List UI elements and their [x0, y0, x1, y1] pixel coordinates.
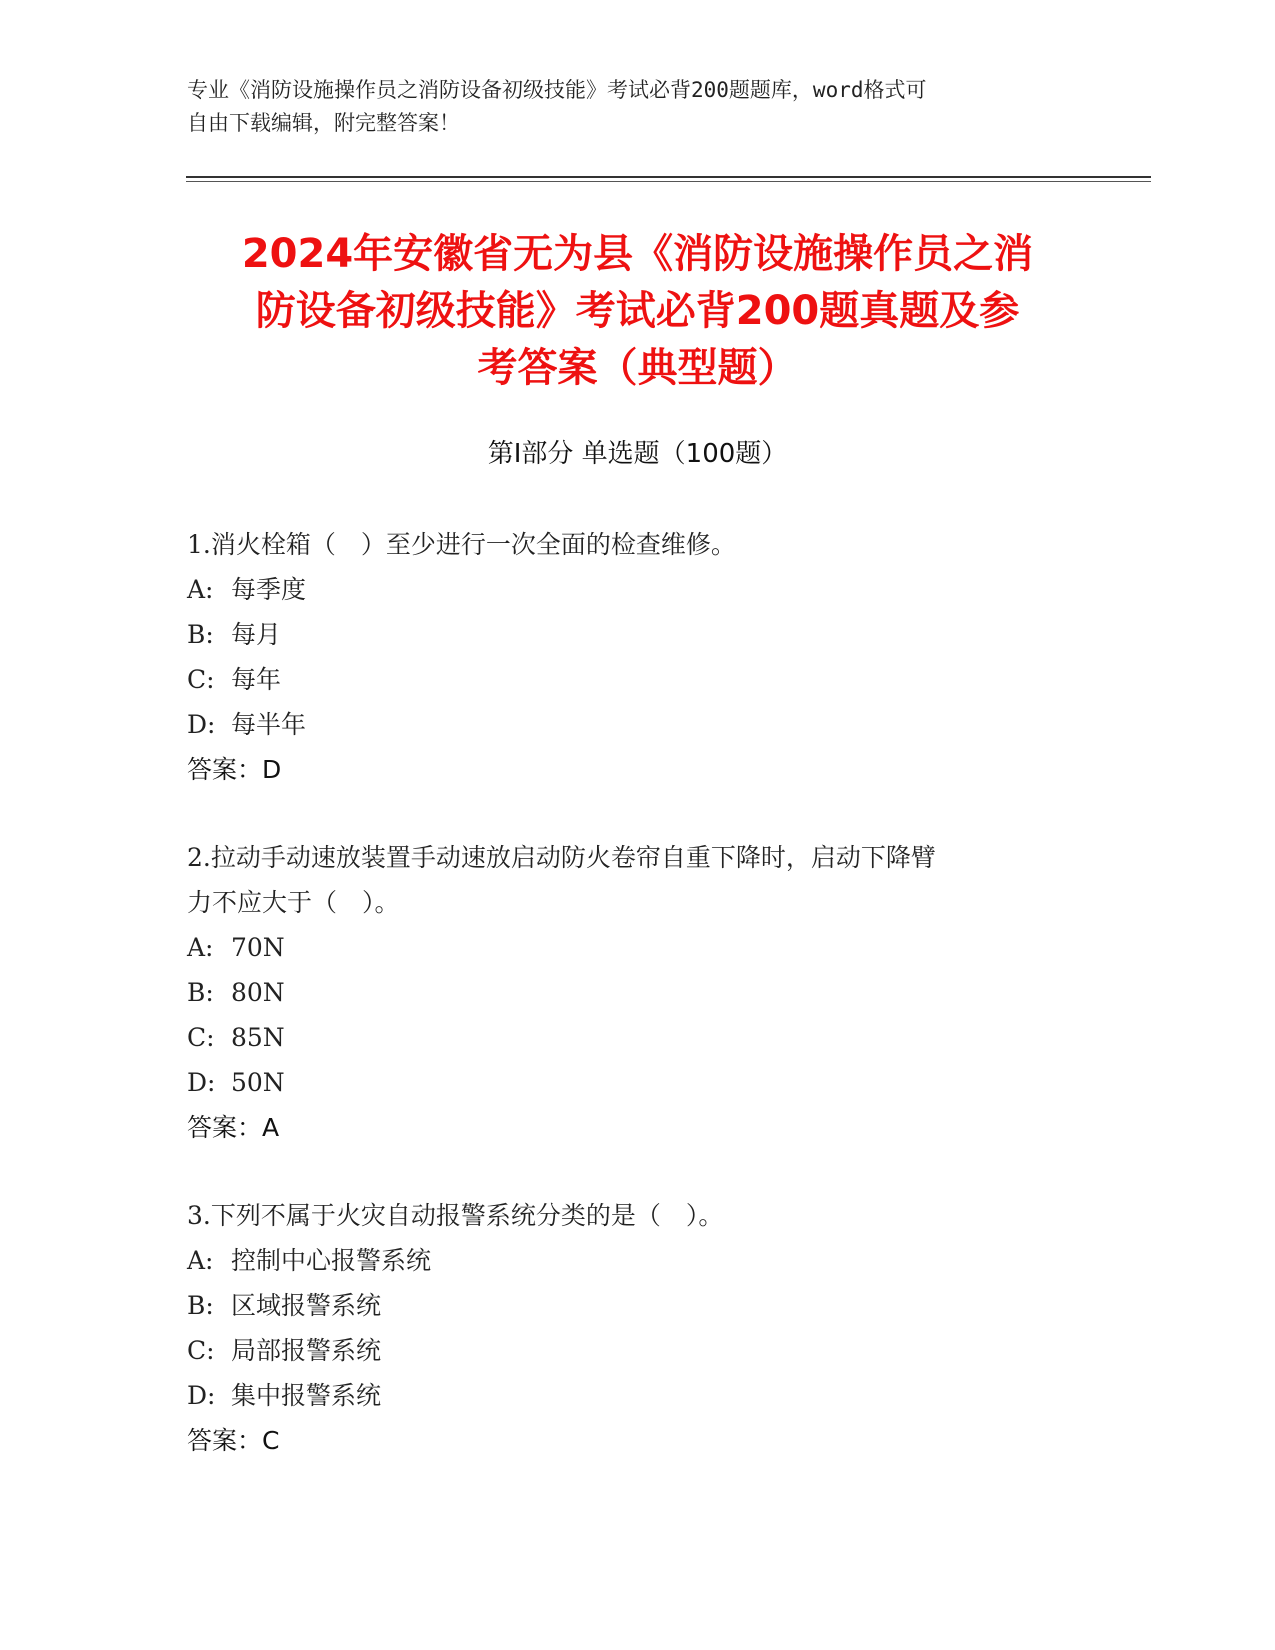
title-line: 2024年安徽省无为县《消防设施操作员之消: [241, 231, 1034, 277]
option-letter: B:: [187, 1291, 214, 1320]
header-note-line: 专业《消防设施操作员之消防设备初级技能》考试必背200题题库，word格式可: [187, 78, 927, 102]
option-text: 局部报警系统: [231, 1336, 382, 1365]
question-stem-line: 3.下列不属于火灾自动报警系统分类的是（ ）。: [187, 1201, 724, 1230]
option-d: [187, 1060, 1087, 1105]
option-text: 每月: [231, 620, 282, 649]
question-item: [187, 1193, 1087, 1463]
option-d: [187, 1373, 1087, 1418]
question-stem: [187, 835, 1087, 925]
header-note: [187, 74, 1067, 140]
option-text: 70N: [231, 933, 285, 962]
option-c: [187, 1015, 1087, 1060]
answer-line: 答案：A: [187, 1113, 280, 1142]
option-letter: A:: [187, 575, 214, 604]
option-letter: D:: [187, 1381, 216, 1410]
option-letter: C:: [187, 665, 215, 694]
option-b: [187, 612, 1087, 657]
option-text: 85N: [231, 1023, 285, 1052]
option-a: [187, 1238, 1087, 1283]
question-item: [187, 835, 1087, 1150]
option-letter: B:: [187, 620, 214, 649]
option-letter: D:: [187, 1068, 216, 1097]
question-item: [187, 522, 1087, 792]
option-letter: C:: [187, 1023, 215, 1052]
question-list: [187, 522, 1087, 1463]
option-text: 区域报警系统: [231, 1291, 382, 1320]
option-c: [187, 1328, 1087, 1373]
question-stem: [187, 522, 1087, 567]
option-letter: C:: [187, 1336, 215, 1365]
option-text: 50N: [231, 1068, 285, 1097]
header-divider-thin: [186, 181, 1151, 182]
question-stem-line: 2.拉动手动速放装置手动速放启动防火卷帘自重下降时，启动下降臂: [187, 843, 936, 872]
header-note-line: 自由下载编辑，附完整答案！: [187, 111, 460, 135]
title-line: 防设备初级技能》考试必背200题真题及参: [255, 288, 1020, 334]
option-letter: A:: [187, 933, 214, 962]
option-a: [187, 925, 1087, 970]
answer-line: 答案：C: [187, 1426, 280, 1455]
option-b: [187, 970, 1087, 1015]
option-text: 每季度: [231, 575, 307, 604]
option-text: 每半年: [231, 710, 307, 739]
header-divider-thick: [186, 176, 1151, 178]
option-letter: A:: [187, 1246, 214, 1275]
section-heading: 第I部分 单选题（100题）: [487, 439, 788, 469]
option-text: 控制中心报警系统: [231, 1246, 432, 1275]
option-b: [187, 1283, 1087, 1328]
question-stem: [187, 1193, 1087, 1238]
document-title: [150, 226, 1125, 397]
option-a: [187, 567, 1087, 612]
option-letter: D:: [187, 710, 216, 739]
answer-line: 答案：D: [187, 755, 282, 784]
option-c: [187, 657, 1087, 702]
question-stem-line: 力不应大于（ ）。: [187, 888, 400, 917]
option-letter: B:: [187, 978, 214, 1007]
option-text: 80N: [231, 978, 285, 1007]
title-line: 考答案（典型题）: [477, 345, 798, 391]
question-stem-line: 1.消火栓箱（ ）至少进行一次全面的检查维修。: [187, 530, 736, 559]
option-text: 集中报警系统: [231, 1381, 382, 1410]
option-d: [187, 702, 1087, 747]
option-text: 每年: [231, 665, 282, 694]
